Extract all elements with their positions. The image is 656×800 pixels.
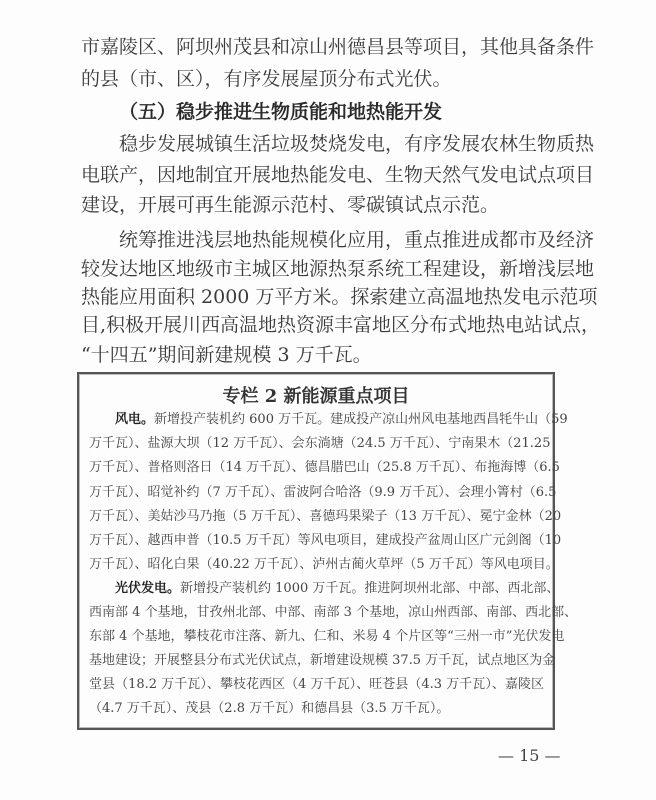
pv-label: 光伏发电。 (115, 581, 181, 596)
section-heading: （五）稳步推进生物质能和地热能开发 (119, 101, 443, 123)
box-line-text: 新增投产装机约 600 万千瓦。建成投产凉山州风电基地西昌牦牛山（59 (154, 412, 568, 427)
box-line: 万千瓦）、昭觉补约（7 万千瓦）、雷波阿合哈洛（9.9 万千瓦）、会理小箐村（6.5 (89, 485, 557, 500)
box-line: 基地建设；开展整县分布式光伏试点，新增建设规模 37.5 万千瓦，试点地区为金 (89, 653, 556, 668)
body-line: 市嘉陵区、阿坝州茂县和凉山州德昌县等项目，其他具备条件 (81, 36, 595, 58)
body-line: 的县（市、区），有序发展屋顶分布式光伏。 (81, 68, 452, 90)
box-line: 堂县（18.2 万千瓦）、攀枝花西区（4 万千瓦）、旺苍县（4.3 万千瓦）、嘉陵区 (89, 677, 544, 692)
sidebar-box-new-energy-projects (77, 372, 578, 730)
box-line: 万千瓦）、盐源大坝（12 万千瓦）、会东淌塘（24.5 万千瓦）、宁南果木（21.25 (89, 436, 551, 451)
body-line: 较发达地区地级市主城区地源热泵系统工程建设，新增浅层地 (81, 258, 595, 280)
box-line-text: 新增投产装机约 1000 万千瓦。推进阿坝州北部、中部、西北部、 (180, 581, 560, 596)
box-title: 专栏 2 新能源重点项目 (222, 386, 410, 407)
body-line: 统筹推进浅层地热能规模化应用，重点推进成都市及经济 (119, 229, 595, 251)
box-line (115, 409, 568, 431)
body-line: 热能应用面积 2000 万平方米。探索建立高温地热发电示范项 (81, 286, 598, 308)
box-line: 万千瓦）、越西申普（10.5 万千瓦）等风电项目，建成投产盆周山区广元剑阁（10 (89, 533, 562, 548)
box-line: 东部 4 个基地，攀枝花市注落、新九、仁和、米易 4 个片区等“三州一市”光伏发电 (89, 629, 565, 644)
box-line: 万千瓦）、普格则洛日（14 万千瓦）、德昌腊巴山（25.8 万千瓦）、布拖海博（6.5 (89, 460, 560, 475)
box-line: 西南部 4 个基地，甘孜州北部、中部、南部 3 个基地，凉山州西部、南部、西北部、 (89, 605, 578, 620)
wind-label: 风电。 (115, 412, 155, 427)
box-line: 万千瓦）、美姑沙马乃拖（5 万千瓦）、喜德玛果梁子（13 万千瓦）、冕宁金林（20 (89, 509, 562, 524)
body-line: 建设，开展可再生能源示范村、零碳镇试点示范。 (81, 194, 500, 216)
box-line: （4.7 万千瓦）、茂县（2.8 万千瓦）和德昌县（3.5 万千瓦）。 (89, 701, 450, 716)
body-line: “十四五”期间新建规模 3 万千瓦。 (81, 344, 372, 366)
box-line (115, 578, 560, 600)
body-line: 目,积极开展川西高温地热资源丰富地区分布式地热电站试点， (81, 314, 601, 336)
box-line: 万千瓦）、昭化白果（40.22 万千瓦）、泸州古蔺火草坪（5 万千瓦）等风电项目。 (89, 557, 559, 572)
body-line: 稳步发展城镇生活垃圾焚烧发电，有序发展农林生物质热 (119, 133, 595, 155)
body-line: 电联产，因地制宜开展地热能发电、生物天然气发电试点项目 (81, 164, 595, 186)
page-number: — 15 — (498, 746, 561, 765)
